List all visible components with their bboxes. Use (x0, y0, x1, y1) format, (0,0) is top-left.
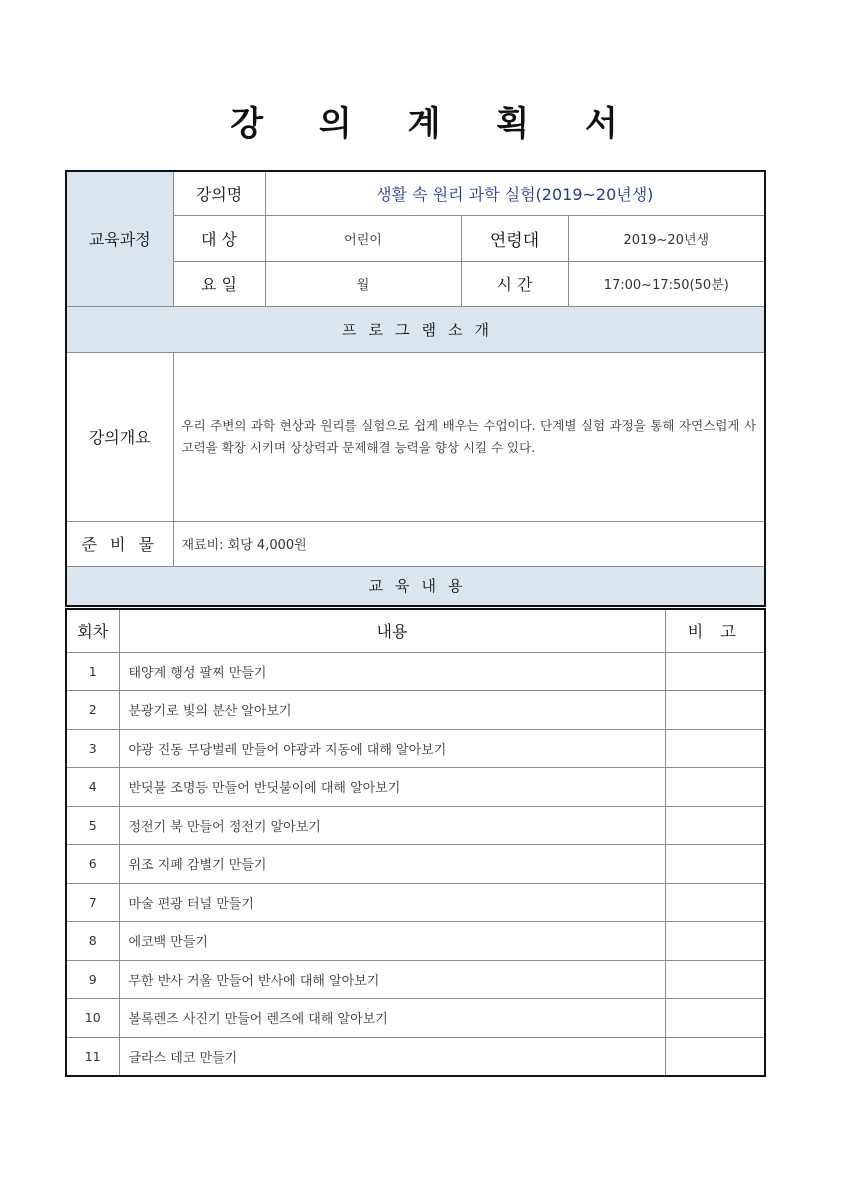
materials-label: 준 비 물 (66, 521, 173, 566)
content-column-header: 내용 (119, 609, 665, 652)
session-number: 8 (66, 922, 119, 961)
session-number: 6 (66, 845, 119, 884)
target-label: 대 상 (173, 215, 265, 261)
curriculum-table (65, 608, 766, 1077)
session-note (665, 883, 765, 922)
session-number: 2 (66, 691, 119, 730)
age-label: 연령대 (461, 215, 568, 261)
session-note (665, 999, 765, 1038)
time-label: 시 간 (461, 261, 568, 306)
session-note (665, 922, 765, 961)
session-number: 10 (66, 999, 119, 1038)
session-note (665, 960, 765, 999)
overview-label: 강의개요 (66, 352, 173, 521)
curriculum-section-header: 교육내용 (66, 566, 765, 606)
session-note (665, 768, 765, 807)
session-number: 11 (66, 1037, 119, 1076)
document-title: 강 의 계 획 서 (230, 104, 640, 144)
table-row (66, 729, 765, 768)
table-row (66, 960, 765, 999)
target-value: 어린이 (265, 215, 461, 261)
table-row (66, 768, 765, 807)
session-content: 에코백 만들기 (119, 922, 665, 961)
table-row (66, 652, 765, 691)
table-row (66, 922, 765, 961)
session-content: 글라스 데코 만들기 (119, 1037, 665, 1076)
session-content: 야광 진동 무당벌레 만들어 야광과 지동에 대해 알아보기 (119, 729, 665, 768)
session-number: 4 (66, 768, 119, 807)
session-note (665, 652, 765, 691)
session-content: 볼록렌즈 사진기 만들어 렌즈에 대해 알아보기 (119, 999, 665, 1038)
session-note (665, 845, 765, 884)
day-label: 요 일 (173, 261, 265, 306)
age-value: 2019~20년생 (568, 215, 765, 261)
table-row (66, 691, 765, 730)
session-content: 위조 지폐 감별기 만들기 (119, 845, 665, 884)
overview-text: 우리 주변의 과학 현상과 원리를 실험으로 쉽게 배우는 수업이다. 단계별 실험 과정을 통해 자연스럽게 사고력을 확장 시키며 상상력과 문제해결 능력을 향상 시킬 수 있다. (173, 352, 765, 521)
table-row (66, 806, 765, 845)
session-content: 태양계 행성 팔찌 만들기 (119, 652, 665, 691)
day-value: 월 (265, 261, 461, 306)
time-value: 17:00~17:50(50분) (568, 261, 765, 306)
session-content: 마술 편광 터널 만들기 (119, 883, 665, 922)
session-number: 3 (66, 729, 119, 768)
course-name-label: 강의명 (173, 171, 265, 215)
session-content: 정전기 북 만들어 정전기 알아보기 (119, 806, 665, 845)
course-section-label: 교육과정 (66, 171, 173, 306)
program-section-header: 프로그램소개 (66, 306, 765, 352)
table-row (66, 999, 765, 1038)
course-info-table (65, 170, 766, 607)
session-note (665, 1037, 765, 1076)
session-number: 7 (66, 883, 119, 922)
course-name-value: 생활 속 원리 과학 실험(2019~20년생) (265, 171, 765, 215)
table-row (66, 1037, 765, 1076)
session-note (665, 806, 765, 845)
session-content: 반딧불 조명등 만들어 반딧불이에 대해 알아보기 (119, 768, 665, 807)
session-content: 무한 반사 거울 만들어 반사에 대해 알아보기 (119, 960, 665, 999)
session-note (665, 691, 765, 730)
session-column-header: 회차 (66, 609, 119, 652)
session-number: 5 (66, 806, 119, 845)
table-row (66, 845, 765, 884)
note-column-header: 비 고 (665, 609, 765, 652)
session-note (665, 729, 765, 768)
materials-value: 재료비: 회당 4,000원 (173, 521, 765, 566)
table-row (66, 883, 765, 922)
session-content: 분광기로 빛의 분산 알아보기 (119, 691, 665, 730)
session-number: 9 (66, 960, 119, 999)
session-number: 1 (66, 652, 119, 691)
